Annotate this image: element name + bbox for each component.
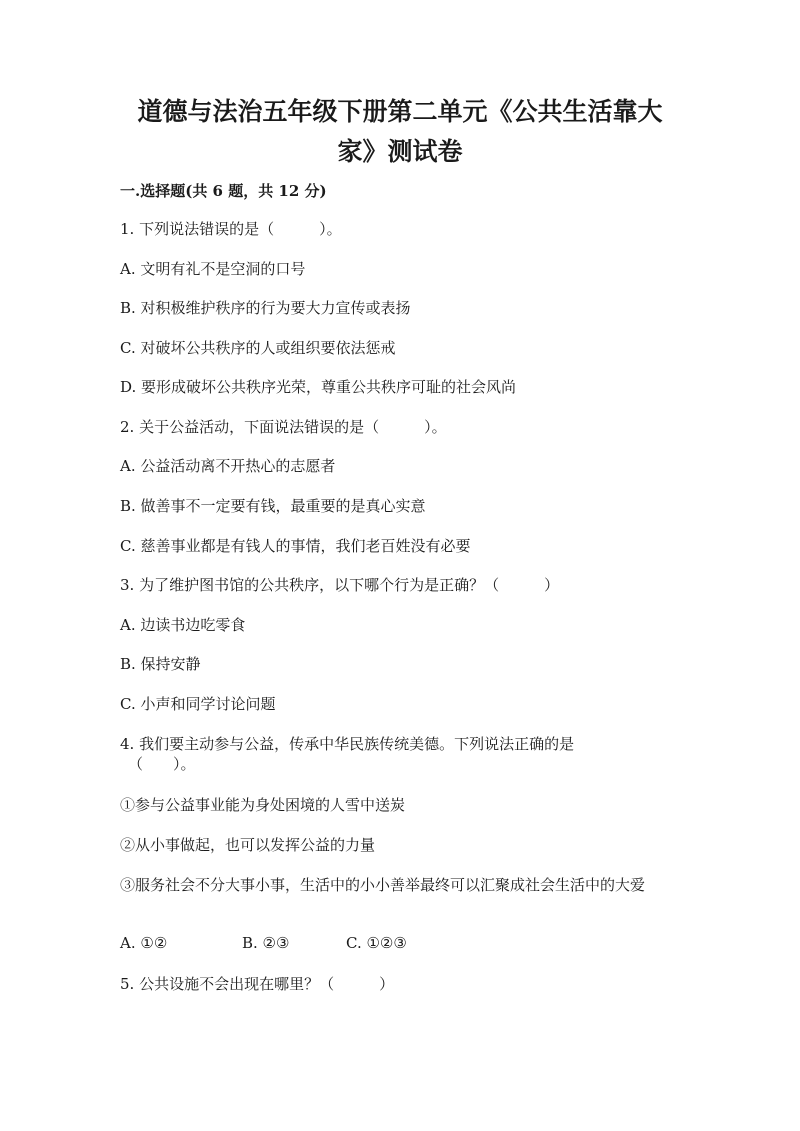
question-3-option-c: C. 小声和同学讨论问题 [120, 695, 276, 713]
question-4-option-a: A. ①② [120, 934, 168, 952]
question-3-option-b: B. 保持安静 [120, 655, 201, 673]
question-2-stem: 2. 关于公益活动，下面说法错误的是（ ）。 [120, 418, 447, 436]
question-3-stem: 3. 为了维护图书馆的公共秩序，以下哪个行为是正确？（ ） [120, 576, 560, 594]
question-3-option-a: A. 边读书边吃零食 [120, 616, 246, 634]
question-2-option-c: C. 慈善事业都是有钱人的事情，我们老百姓没有必要 [120, 537, 471, 555]
question-4-statement-2: ②从小事做起，也可以发挥公益的力量 [120, 836, 376, 854]
section-heading: 一.选择题(共 6 题，共 12 分) [120, 182, 327, 200]
question-5-stem: 5. 公共设施不会出现在哪里？（ ） [120, 975, 395, 993]
document-title [90, 92, 710, 172]
question-4-option-c: C. ①②③ [346, 934, 407, 952]
question-4-option-b: B. ②③ [242, 934, 290, 952]
question-2-option-a: A. 公益活动离不开热心的志愿者 [120, 457, 336, 475]
question-1-stem: 1. 下列说法错误的是（ ）。 [120, 220, 342, 238]
question-4-statement-3: ③服务社会不分大事小事，生活中的小小善举最终可以汇聚成社会生活中的大爱 [120, 876, 646, 894]
question-1-option-a: A. 文明有礼不是空洞的口号 [120, 260, 306, 278]
question-1-option-d: D. 要形成破坏公共秩序光荣，尊重公共秩序可耻的社会风尚 [120, 378, 517, 396]
title-line-2: 家》测试卷 [337, 137, 463, 166]
question-4-options [120, 934, 407, 952]
title-line-1: 道德与法治五年级下册第二单元《公共生活靠大 [137, 97, 663, 126]
question-1-option-b: B. 对积极维护秩序的行为要大力宣传或表扬 [120, 299, 411, 317]
question-4-stem-line-2: （ ）。 [128, 755, 196, 773]
question-1-option-c: C. 对破坏公共秩序的人或组织要依法惩戒 [120, 339, 396, 357]
question-2-option-b: B. 做善事不一定要有钱，最重要的是真心实意 [120, 497, 426, 515]
question-4-statement-1: ①参与公益事业能为身处困境的人雪中送炭 [120, 796, 406, 814]
question-4-stem-line-1: 4. 我们要主动参与公益，传承中华民族传统美德。下列说法正确的是 [120, 735, 575, 753]
